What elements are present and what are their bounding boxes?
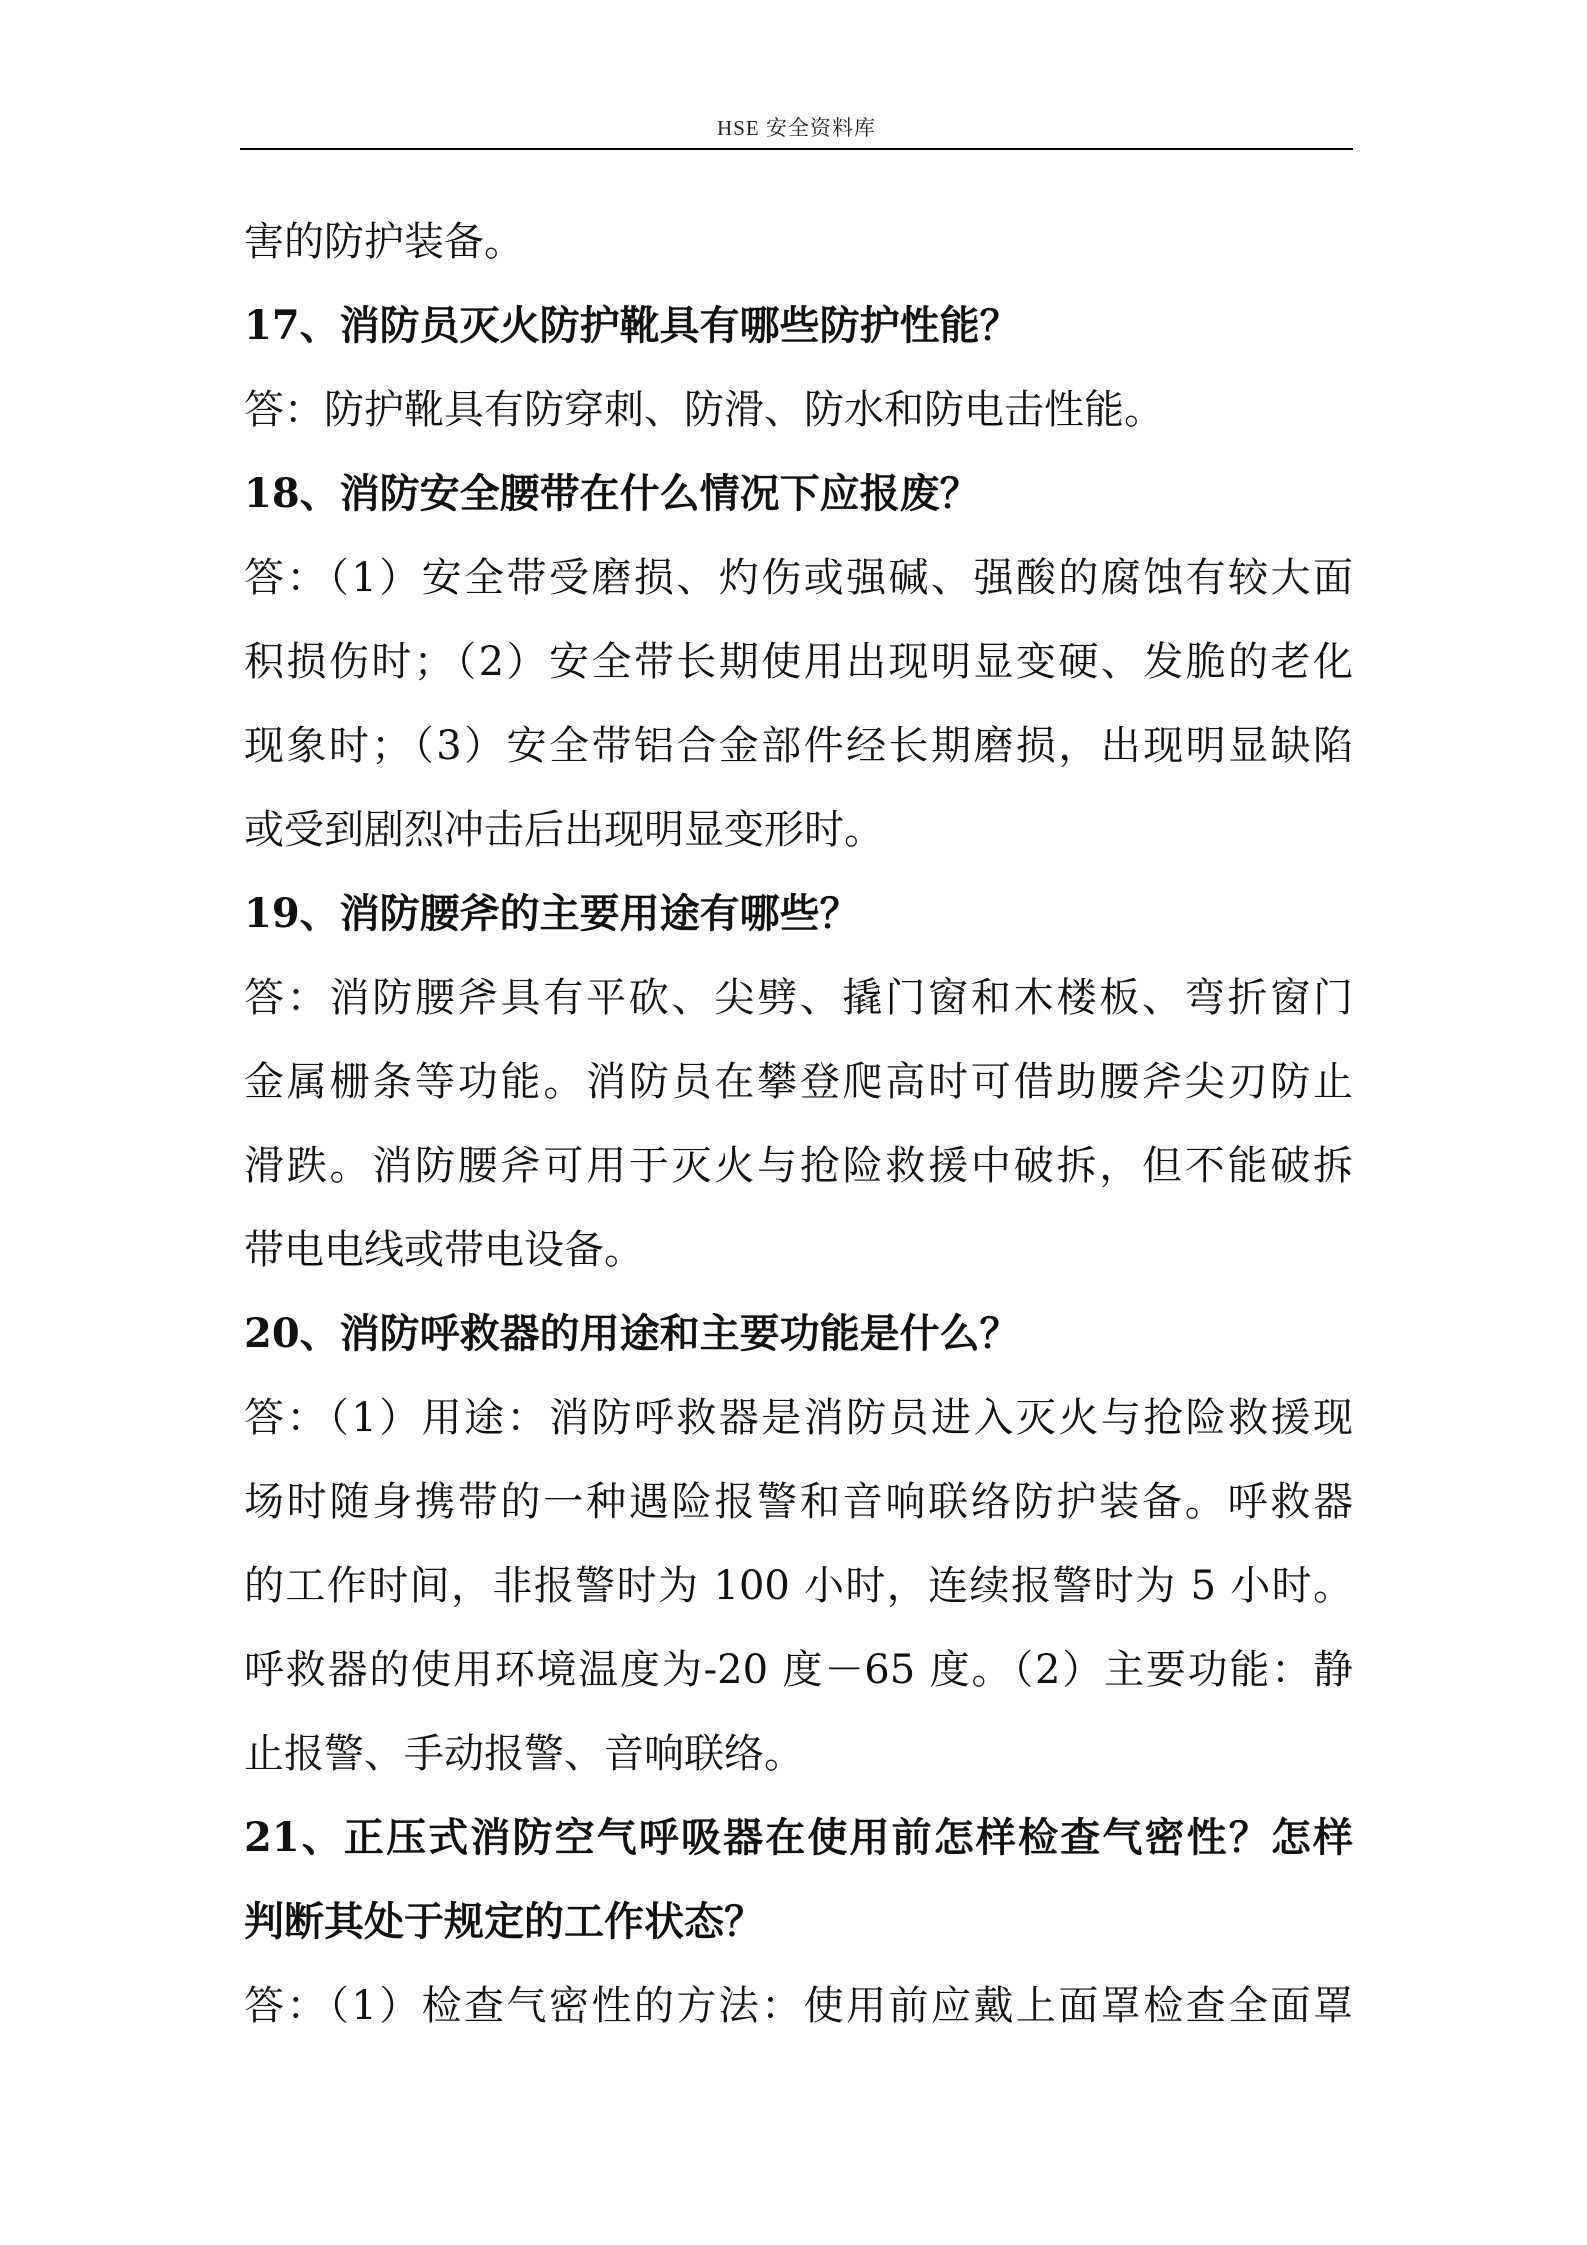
answer-line: 止报警、手动报警、音响联络。 bbox=[244, 1731, 804, 1777]
answer-line: 滑跌。消防腰斧可用于灭火与抢险救援中破拆，但不能破拆 bbox=[244, 1143, 1353, 1189]
header-rule bbox=[240, 148, 1353, 150]
answer-line: 或受到剧烈冲击后出现明显变形时。 bbox=[244, 807, 884, 853]
answer-line: 场时随身携带的一种遇险报警和音响联络防护装备。呼救器 bbox=[244, 1479, 1353, 1525]
answer-line: 答：（1）用途：消防呼救器是消防员进入灭火与抢险救援现 bbox=[244, 1395, 1353, 1441]
answer-line: 答：（1）检查气密性的方法：使用前应戴上面罩检查全面罩 bbox=[244, 1983, 1353, 2029]
answer-line: 答：（1）安全带受磨损、灼伤或强碱、强酸的腐蚀有较大面 bbox=[244, 555, 1353, 601]
answer-line: 积损伤时；（2）安全带长期使用出现明显变硬、发脆的老化 bbox=[244, 639, 1353, 685]
answer-line: 现象时；（3）安全带铝合金部件经长期磨损，出现明显缺陷 bbox=[244, 723, 1353, 769]
question-line: 20、消防呼救器的用途和主要功能是什么？ bbox=[244, 1310, 1020, 1357]
question-line: 18、消防安全腰带在什么情况下应报废？ bbox=[244, 470, 980, 517]
question-line: 21、正压式消防空气呼吸器在使用前怎样检查气密性？怎样 bbox=[244, 1814, 1353, 1861]
text-line: 害的防护装备。 bbox=[244, 219, 524, 265]
document-body bbox=[244, 200, 1353, 2048]
answer-line: 金属栅条等功能。消防员在攀登爬高时可借助腰斧尖刃防止 bbox=[244, 1059, 1353, 1105]
answer-line: 答：消防腰斧具有平砍、尖劈、撬门窗和木楼板、弯折窗门 bbox=[244, 975, 1353, 1021]
answer-line: 的工作时间，非报警时为 100 小时，连续报警时为 5 小时。 bbox=[244, 1563, 1353, 1609]
answer-line: 带电电线或带电设备。 bbox=[244, 1227, 644, 1273]
page-header-title: HSE 安全资料库 bbox=[717, 116, 876, 140]
question-line: 19、消防腰斧的主要用途有哪些？ bbox=[244, 890, 860, 937]
answer-line: 答：防护靴具有防穿刺、防滑、防水和防电击性能。 bbox=[244, 387, 1164, 433]
answer-line: 呼救器的使用环境温度为-20 度－65 度。（2）主要功能：静 bbox=[244, 1647, 1353, 1693]
question-line: 17、消防员灭火防护靴具有哪些防护性能？ bbox=[244, 302, 1020, 349]
question-line: 判断其处于规定的工作状态？ bbox=[244, 1898, 764, 1945]
